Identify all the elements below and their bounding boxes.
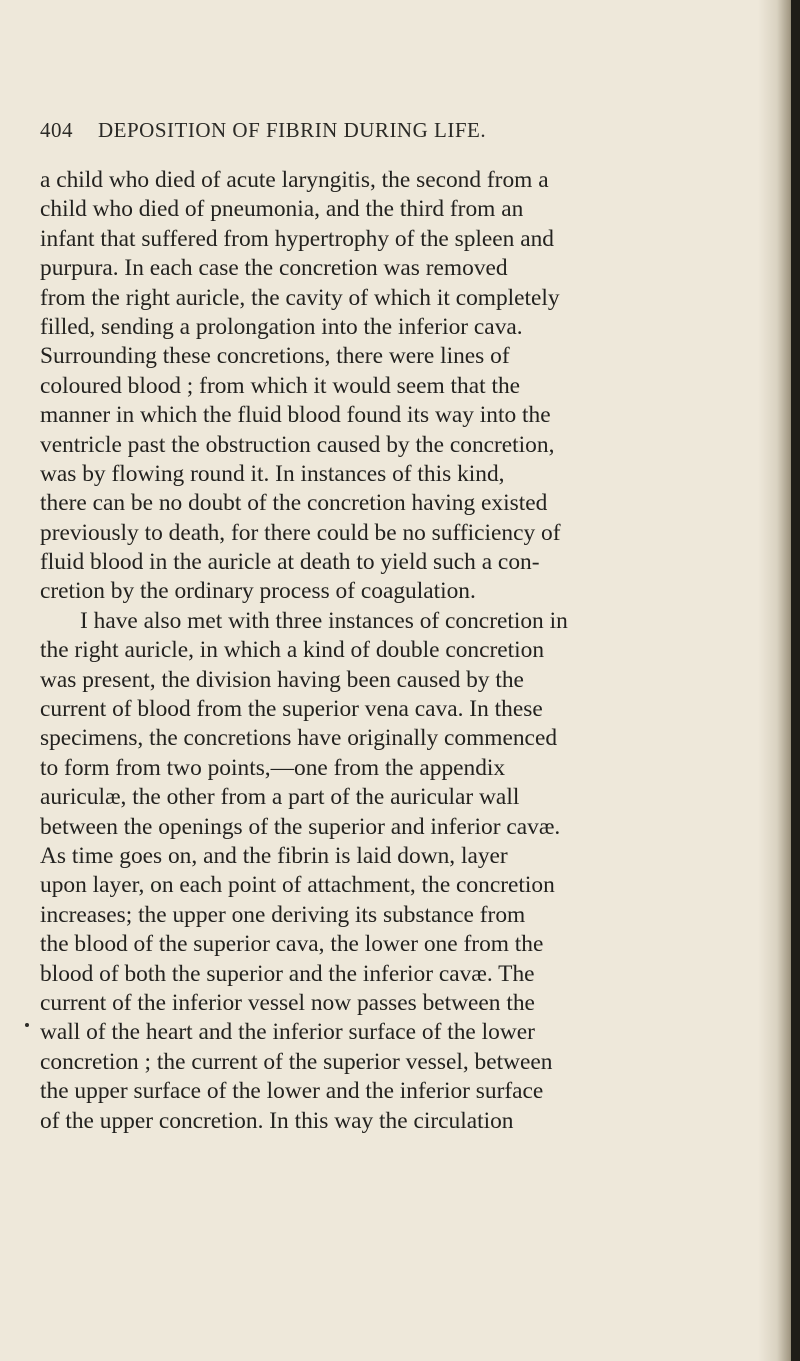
text-line: child who died of pneumonia, and the third from an [40,196,524,223]
paragraph-first-line: I have also met with three instances of concretion in [80,607,568,634]
text-line: previously to death, for there could be no sufficiency of [40,519,561,546]
text-line: coloured blood ; from which it would seem that the [40,372,521,399]
text-line: there can be no doubt of the concretion having existed [40,490,548,517]
text-line: infant that suffered from hypertrophy of the spleen and [40,225,554,252]
text-line: the blood of the superior cava, the lower one from the [40,931,544,958]
text-line: from the right auricle, the cavity of which it completely [40,284,560,311]
running-head [40,118,740,148]
text-line: ventricle past the obstruction caused by the concretion, [40,431,555,458]
text-line: concretion ; the current of the superior vessel, between [40,1048,553,1075]
text-line: of the upper concretion. In this way the circulation [40,1107,514,1134]
print-speck [25,1023,29,1027]
text-line: cretion by the ordinary process of coagulation. [40,578,476,605]
text-line: current of blood from the superior vena cava. In these [40,696,543,723]
text-line: blood of both the superior and the inferior cavæ. The [40,960,535,987]
text-line: manner in which the fluid blood found its way into the [40,402,551,429]
body-text [40,166,760,1136]
text-line: specimens, the concretions have originally commenced [40,725,558,752]
text-line: fluid blood in the auricle at death to yield such a con- [40,549,540,576]
text-line: filled, sending a prolongation into the inferior cava. [40,313,523,340]
text-line: purpura. In each case the concretion was removed [40,255,508,282]
text-line: current of the inferior vessel now passes between the [40,989,535,1016]
page-number: 404 [40,118,73,142]
text-line: was by flowing round it. In instances of this kind, [40,460,505,487]
text-line: upon layer, on each point of attachment, the concretion [40,872,555,899]
text-line: Surrounding these concretions, there were lines of [40,343,510,370]
text-line: a child who died of acute laryngitis, the second from a [40,167,549,193]
text-line: the upper surface of the lower and the inferior surface [40,1078,544,1105]
text-line: wall of the heart and the inferior surface of the lower [40,1019,535,1046]
text-line: the right auricle, in which a kind of double concretion [40,637,545,664]
text-line: increases; the upper one deriving its substance from [40,901,526,928]
running-title: DEPOSITION OF FIBRIN DURING LIFE. [98,118,487,142]
text-line: auriculæ, the other from a part of the auricular wall [40,784,520,811]
text-line: was present, the division having been caused by the [40,666,524,693]
book-spine-edge [791,0,800,1361]
text-line: to form from two points,—one from the appendix [40,754,506,781]
text-line: As time goes on, and the fibrin is laid down, layer [40,842,508,869]
text-line: between the openings of the superior and inferior cavæ. [40,813,561,840]
